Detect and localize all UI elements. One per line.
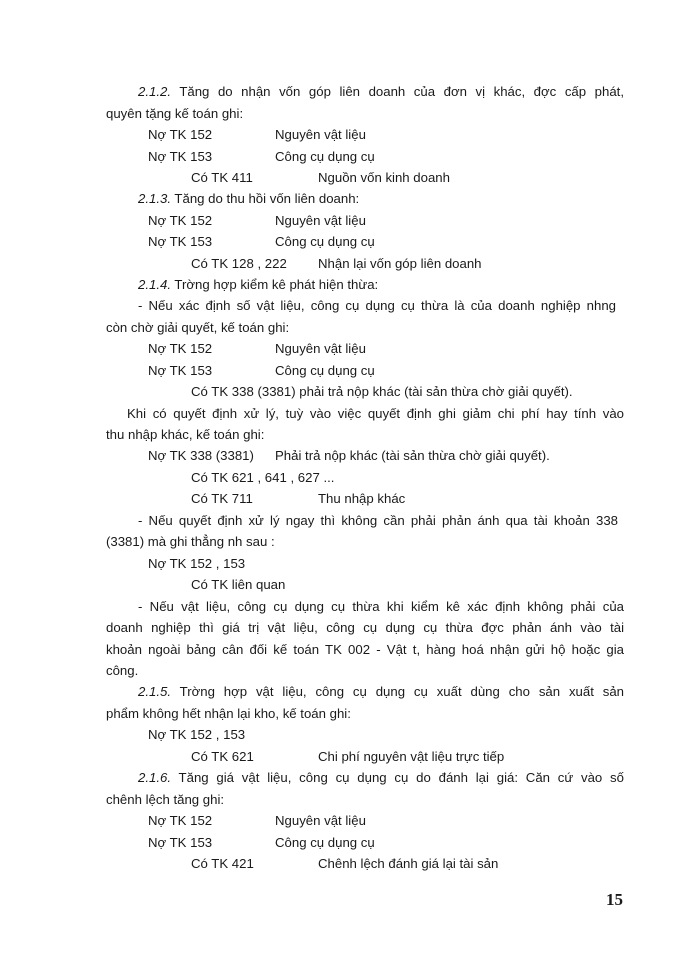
section-2-1-4-line-1 [138,277,378,293]
paragraph-text: Tăng giá vật liệu, công cụ dụng cụ do đánh lại giá: Căn cứ vào số [171,770,624,785]
paragraph-line: (3381) mà ghi thẳng nh sau : [106,534,275,549]
account-code: Có TK 411 [191,170,253,185]
paragraph-line: công. [106,663,139,678]
account-desc: Công cụ dụng cụ [275,234,375,249]
entry-credit [191,170,450,186]
section-2-1-5-line-1 [138,684,624,700]
paragraph-text: Tăng do thu hồi vốn liên doanh: [171,191,360,206]
entry-debit [148,213,366,229]
account-desc: Công cụ dụng cụ [275,835,375,850]
account-code: Nợ TK 152 [148,341,213,356]
account-code: Có TK 128 , 222 [191,256,287,271]
account-desc: Nguyên vật liệu [275,341,366,356]
account-desc: Nguồn vốn kinh doanh [318,170,450,185]
account-code: Nợ TK 338 (3381) [148,448,254,463]
entry-credit: Có TK 338 (3381) phải trả nộp khác (tài sản thừa chờ giải quyết). [191,384,573,399]
section-heading: 2.1.3. [138,191,171,206]
paragraph-line: Khi có quyết định xử lý, tuỳ vào việc quyết định ghi giảm chi phí hay tính vào [127,406,624,421]
paragraph-line: còn chờ giải quyết, kế toán ghi: [106,320,290,335]
account-code: Nợ TK 153 [148,234,213,249]
entry-debit [148,448,550,464]
entry-credit [191,491,405,507]
section-2-1-3-line-1 [138,191,359,207]
account-code: Nợ TK 152 [148,127,213,142]
account-desc: Chênh lệch đánh giá lại tài sản [318,856,499,871]
entry-debit [148,835,375,851]
account-desc: Công cụ dụng cụ [275,149,375,164]
entry-debit [148,127,366,143]
section-2-1-2-line-1 [138,84,624,100]
account-desc: Chi phí nguyên vật liệu trực tiếp [318,749,505,764]
account-code: Có TK 421 [191,856,254,871]
section-heading: 2.1.6. [138,770,171,785]
account-desc: Công cụ dụng cụ [275,363,375,378]
paragraph-line: phẩm không hết nhận lại kho, kế toán ghi: [106,706,351,721]
account-desc: Nhận lại vốn góp liên doanh [318,256,482,271]
section-2-1-6-line-1 [138,770,624,786]
entry-debit [148,149,375,165]
account-desc: Nguyên vật liệu [275,813,366,828]
account-code: Có TK 711 [191,491,253,506]
entry-debit [148,341,366,357]
entry-credit: Có TK liên quan [191,577,286,592]
paragraph-line: khoản ngoài bảng cân đối kế toán TK 002 - Vật t, hàng hoá nhận gửi hộ hoặc gia [106,642,624,657]
account-code: Có TK 621 [191,749,254,764]
entry-credit [191,856,498,872]
account-desc: Nguyên vật liệu [275,127,366,142]
entry-debit: Nợ TK 152 , 153 [148,556,246,571]
paragraph-line: - Nếu quyết định xử lý ngay thì không cần phải phản ánh qua tài khoản 338 [138,513,618,528]
page-number: 15 [606,890,623,909]
account-desc: Nguyên vật liệu [275,213,366,228]
paragraph-line: doanh nghiệp thì giá trị vật liệu, công cụ dụng cụ thừa đợc phản ánh vào tài [106,620,624,635]
entry-credit: Có TK 621 , 641 , 627 ... [191,470,335,485]
entry-credit [191,749,504,765]
account-desc: Thu nhập khác [318,491,406,506]
paragraph-line: - Nếu xác định số vật liệu, công cụ dụng cụ thừa là của doanh nghiệp nhng [138,298,616,313]
account-code: Nợ TK 152 [148,813,213,828]
section-heading: 2.1.2. [138,84,171,99]
paragraph-text: Trờng hợp vật liệu, công cụ dụng cụ xuất dùng cho sản xuất sản [171,684,624,699]
entry-debit [148,363,375,379]
account-code: Nợ TK 152 [148,213,213,228]
account-code: Nợ TK 153 [148,363,213,378]
section-heading: 2.1.5. [138,684,171,699]
section-2-1-2-line-2: quyên tặng kế toán ghi: [106,106,244,121]
paragraph-line: thu nhập khác, kế toán ghi: [106,427,265,442]
entry-credit [191,256,482,272]
paragraph-line: chênh lệch tăng ghi: [106,792,225,807]
paragraph-text: Trờng hợp kiểm kê phát hiện thừa: [171,277,379,292]
entry-debit: Nợ TK 152 , 153 [148,727,246,742]
entry-debit [148,234,375,250]
paragraph-text: Tăng do nhận vốn góp liên doanh của đơn vị khác, đợc cấp phát, [171,84,624,99]
paragraph-line: - Nếu vật liệu, công cụ dụng cụ thừa khi kiểm kê xác định không phải của [138,599,624,614]
account-code: Nợ TK 153 [148,835,213,850]
account-desc: Phải trả nộp khác (tài sản thừa chờ giải quyết). [275,448,550,463]
account-code: Nợ TK 153 [148,149,213,164]
section-heading: 2.1.4. [138,277,171,292]
entry-debit [148,813,366,829]
